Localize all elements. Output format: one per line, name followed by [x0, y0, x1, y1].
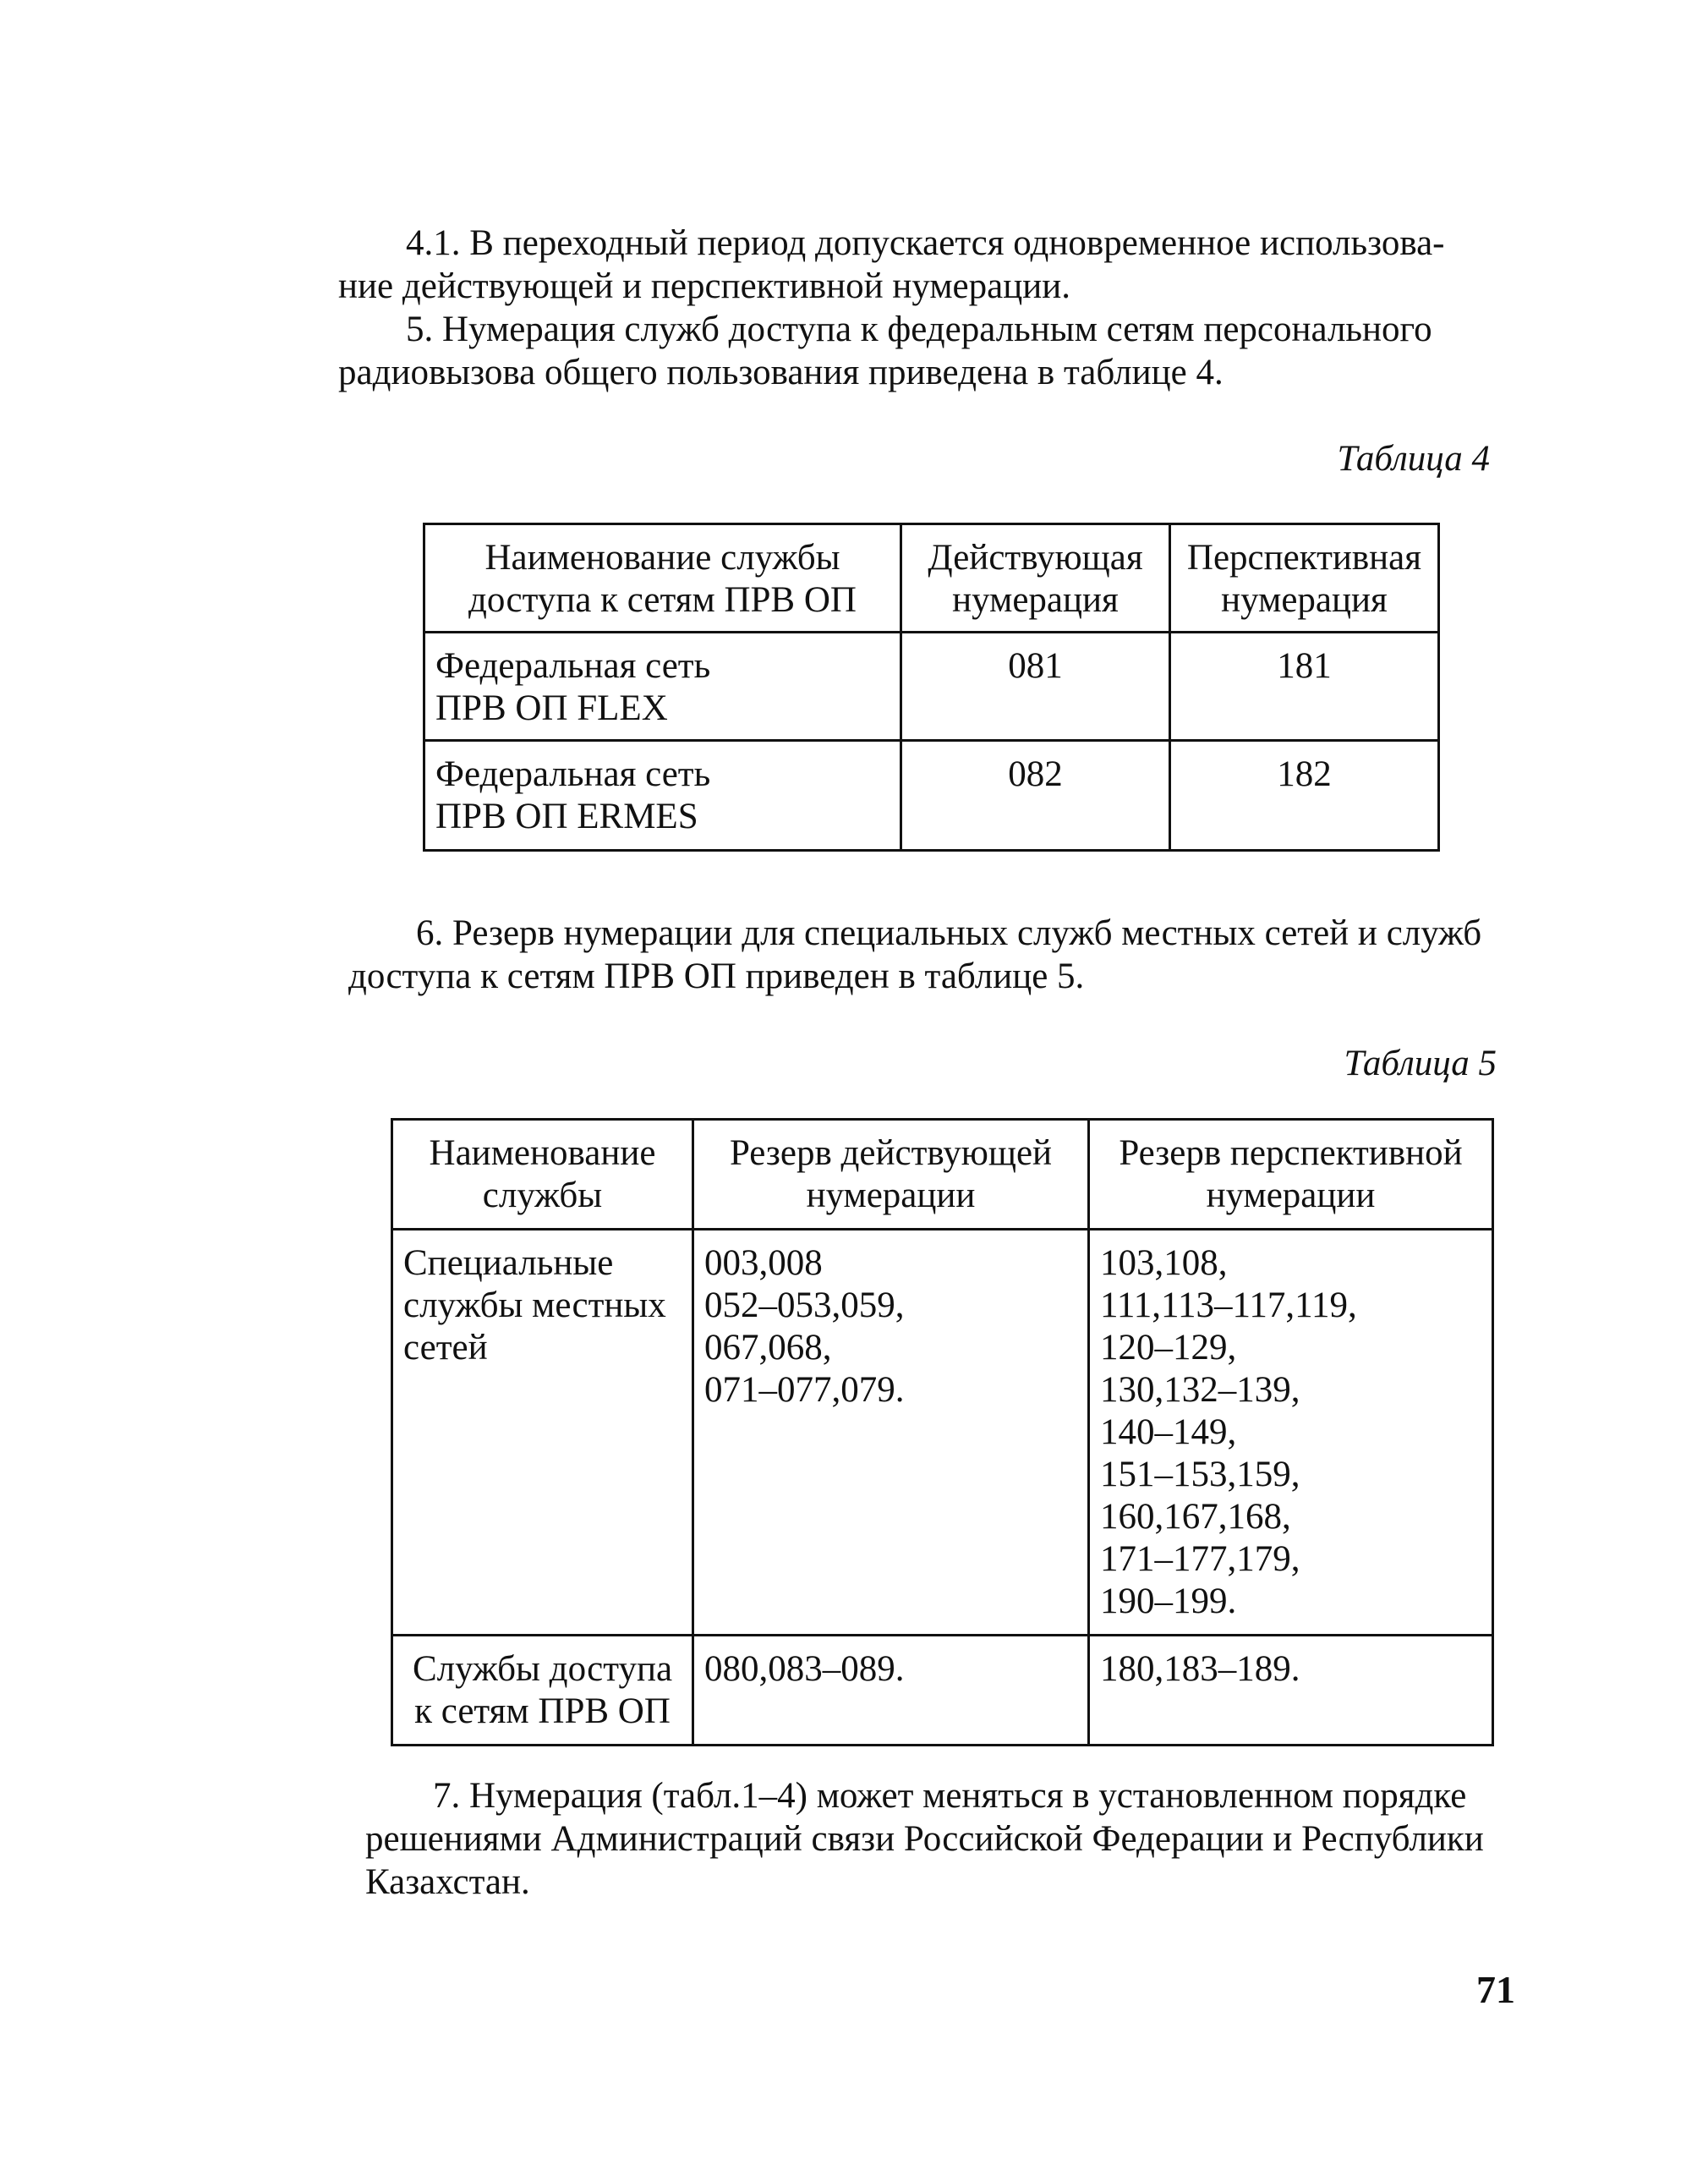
- cell-line: 080,083–089.: [704, 1649, 905, 1689]
- table-5: [391, 1118, 1494, 1746]
- cell-line: 180,183–189.: [1100, 1649, 1300, 1689]
- cell-line: 067,068,: [704, 1328, 832, 1368]
- cell-line: сетей: [403, 1328, 488, 1368]
- header-line: нумерация: [952, 580, 1119, 620]
- current-number-cell: 082: [901, 741, 1170, 851]
- cell-line: 190–199.: [1100, 1581, 1237, 1621]
- table-row: [424, 633, 1439, 741]
- current-number-cell: 081: [901, 633, 1170, 741]
- column-header: [392, 1120, 693, 1230]
- table-row: [392, 1636, 1493, 1746]
- header-line: службы: [482, 1176, 603, 1215]
- service-name-cell: [424, 741, 901, 851]
- cell-line: 103,108,: [1100, 1243, 1228, 1283]
- table-4: [423, 523, 1440, 852]
- header-line: Наименование: [429, 1133, 656, 1173]
- service-name-cell: [424, 633, 901, 741]
- table-header-row: [424, 524, 1439, 633]
- cell-line: 171–177,179,: [1100, 1539, 1300, 1579]
- page-number: 71: [1476, 1968, 1515, 2011]
- column-header: [693, 1120, 1089, 1230]
- cell-line: 140–149,: [1100, 1412, 1237, 1452]
- column-header: [424, 524, 901, 633]
- service-name-cell: [392, 1230, 693, 1636]
- cell-line: к сетям ПРВ ОП: [414, 1691, 671, 1731]
- cell-line: Федеральная сеть: [435, 646, 711, 686]
- cell-line: 003,008: [704, 1243, 823, 1283]
- table-5-caption: Таблица 5: [1344, 1044, 1497, 1083]
- paragraph-line: 6. Резерв нумерации для специальных служб местных сетей и служб: [416, 913, 1482, 953]
- paragraph-line: ние действующей и перспективной нумерации.: [338, 266, 1070, 306]
- cell-line: 151–153,159,: [1100, 1455, 1300, 1494]
- cell-line: 120–129,: [1100, 1328, 1237, 1368]
- column-header: [1089, 1120, 1493, 1230]
- paragraph-6: [348, 912, 1498, 998]
- paragraph-4-1: [338, 222, 1488, 308]
- paragraph-7: [365, 1774, 1515, 1904]
- future-number-cell: 182: [1170, 741, 1439, 851]
- header-line: Наименование службы: [484, 538, 840, 578]
- paragraph-line: 4.1. В переходный период допускается одновременное использова-: [406, 223, 1445, 263]
- header-line: Действующая: [928, 538, 1143, 578]
- table-header-row: [392, 1120, 1493, 1230]
- paragraph-line: доступа к сетям ПРВ ОП приведен в таблице 5.: [348, 956, 1085, 996]
- table-row: [392, 1230, 1493, 1636]
- paragraph-line: решениями Администраций связи Российской Федерации и Республики: [365, 1819, 1484, 1859]
- cell-line: Федеральная сеть: [435, 754, 711, 794]
- cell-line: 160,167,168,: [1100, 1497, 1291, 1537]
- paragraph-line: 7. Нумерация (табл.1–4) может меняться в установленном порядке: [433, 1776, 1467, 1816]
- paragraph-5: [338, 308, 1488, 394]
- paragraph-line: радиовызова общего пользования приведена в таблице 4.: [338, 353, 1224, 392]
- cell-line: 071–077,079.: [704, 1370, 905, 1410]
- cell-line: Службы доступа: [412, 1649, 673, 1689]
- current-reserve-cell: [693, 1230, 1089, 1636]
- cell-line: 130,132–139,: [1100, 1370, 1300, 1410]
- cell-line: Специальные: [403, 1243, 614, 1283]
- paragraph-line: Казахстан.: [365, 1862, 530, 1902]
- cell-line: ПРВ ОП FLEX: [435, 688, 668, 728]
- column-header: [901, 524, 1170, 633]
- future-reserve-cell: [1089, 1636, 1493, 1746]
- future-number-cell: 181: [1170, 633, 1439, 741]
- header-line: Перспективная: [1186, 538, 1422, 578]
- header-line: нумерация: [1221, 580, 1388, 620]
- table-4-caption: Таблица 4: [1337, 439, 1490, 479]
- cell-line: 111,113–117,119,: [1100, 1285, 1357, 1325]
- header-line: Резерв перспективной: [1119, 1133, 1463, 1173]
- cell-line: службы местных: [403, 1285, 666, 1325]
- future-reserve-cell: [1089, 1230, 1493, 1636]
- header-line: нумерации: [1206, 1176, 1376, 1215]
- header-line: доступа к сетям ПРВ ОП: [468, 580, 857, 620]
- column-header: [1170, 524, 1439, 633]
- current-reserve-cell: [693, 1636, 1089, 1746]
- paragraph-line: 5. Нумерация служб доступа к федеральным сетям персонального: [406, 310, 1432, 349]
- table-row: [424, 741, 1439, 851]
- cell-line: ПРВ ОП ERMES: [435, 797, 698, 836]
- header-line: нумерации: [806, 1176, 976, 1215]
- header-line: Резерв действующей: [729, 1133, 1053, 1173]
- service-name-cell: [392, 1636, 693, 1746]
- cell-line: 052–053,059,: [704, 1285, 905, 1325]
